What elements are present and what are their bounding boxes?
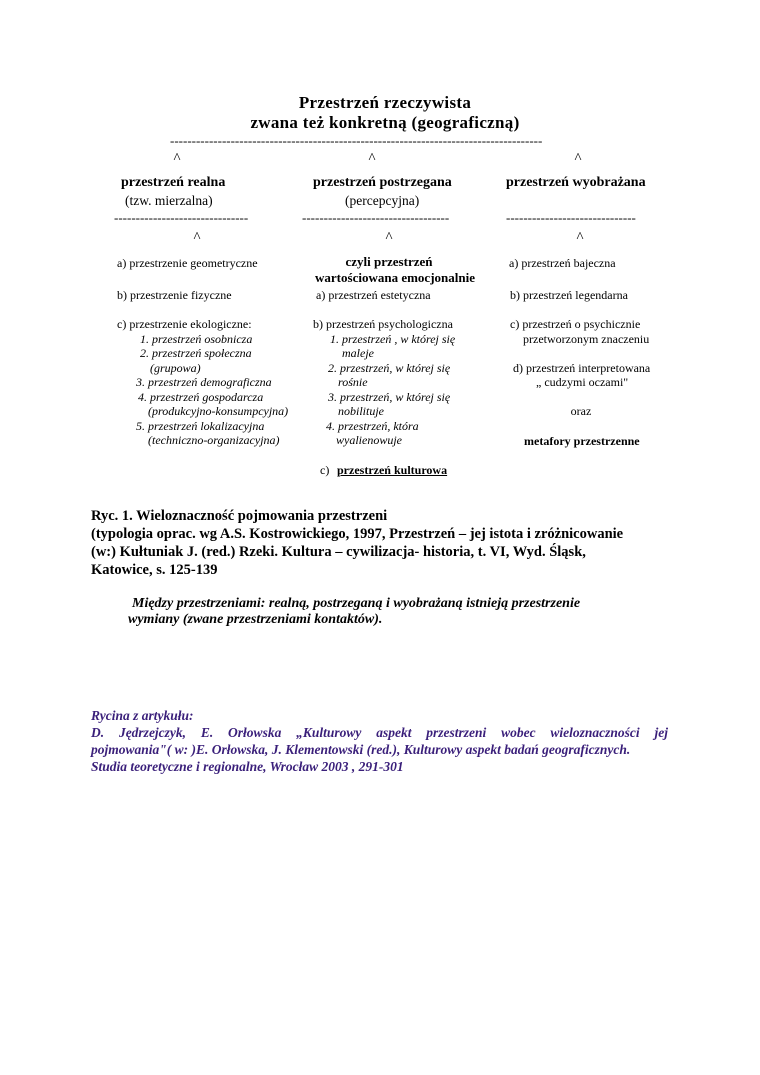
perceived-item-b3a: 3. przestrzeń, w której się bbox=[328, 390, 451, 404]
real-item-c4: 4. przestrzeń gospodarcza bbox=[138, 390, 264, 404]
divider-real: ------------------------------- bbox=[114, 210, 249, 225]
title-line-1: Przestrzeń rzeczywista bbox=[298, 93, 472, 112]
imagined-item-d2: „ cudzymi oczami" bbox=[536, 375, 629, 389]
perceived-item-c-label: c) bbox=[320, 463, 330, 477]
source-line-2: pojmowania"( w: )E. Orłowska, J. Klementowski (red.), Kulturowy aspekt badań geograficznych. bbox=[91, 742, 631, 757]
caret-up-icon: ^ bbox=[576, 230, 584, 246]
source-label: Rycina z artykułu: bbox=[91, 708, 194, 723]
perceived-czyli-2: wartościowana emocjonalnie bbox=[315, 270, 475, 285]
real-item-c2b: (grupowa) bbox=[150, 361, 201, 375]
real-item-c1: 1. przestrzeń osobnicza bbox=[140, 332, 253, 346]
divider-perceived: ---------------------------------- bbox=[302, 210, 450, 225]
real-item-c3: 3. przestrzeń demograficzna bbox=[136, 375, 272, 389]
caret-up-icon: ^ bbox=[368, 151, 376, 167]
perceived-item-b2b: rośnie bbox=[338, 375, 368, 389]
perceived-item-b2a: 2. przestrzeń, w której się bbox=[328, 361, 451, 375]
caption-line-1: Ryc. 1. Wieloznaczność pojmowania przestrzeni bbox=[91, 508, 388, 524]
real-item-c: c) przestrzenie ekologiczne: bbox=[117, 317, 252, 331]
caret-up-icon: ^ bbox=[193, 230, 201, 246]
perceived-item-b1a: 1. przestrzeń , w której się bbox=[330, 332, 456, 346]
caption-line-4: Katowice, s. 125-139 bbox=[91, 562, 218, 578]
title-line-2: zwana też konkretną (geograficzną) bbox=[250, 113, 520, 132]
caret-up-icon: ^ bbox=[385, 230, 393, 246]
source-line-1: D. Jędrzejczyk, E. Orłowska „Kulturowy aspekt przestrzeni wobec wieloznaczności jej bbox=[91, 725, 668, 740]
source-line-3: Studia teoretyczne i regionalne, Wrocław 2003 , 291-301 bbox=[91, 759, 404, 774]
real-item-a: a) przestrzenie geometryczne bbox=[117, 256, 258, 270]
perceived-item-b: b) przestrzeń psychologiczna bbox=[313, 317, 453, 331]
heading-imagined: przestrzeń wyobrażana bbox=[506, 175, 646, 190]
perceived-item-b1b: maleje bbox=[342, 346, 374, 360]
title-divider: -------------------------------------------------------------------------------------- bbox=[170, 133, 543, 148]
perceived-item-a: a) przestrzeń estetyczna bbox=[316, 288, 431, 302]
real-item-c2: 2. przestrzeń społeczna bbox=[140, 346, 252, 360]
perceived-item-b3b: nobilituje bbox=[338, 404, 384, 418]
real-item-c4b: (produkcyjno-konsumpcyjna) bbox=[148, 404, 289, 418]
heading-real: przestrzeń realna bbox=[121, 175, 226, 190]
imagined-item-a: a) przestrzeń bajeczna bbox=[509, 256, 616, 270]
perceived-item-b4b: wyalienowuje bbox=[336, 433, 402, 447]
note-line-1: Między przestrzeniami: realną, postrzeganą i wyobrażaną istnieją przestrzenie bbox=[132, 596, 581, 611]
real-item-c5: 5. przestrzeń lokalizacyjna bbox=[136, 419, 265, 433]
imagined-metafory: metafory przestrzenne bbox=[524, 434, 640, 448]
divider-imagined: ------------------------------ bbox=[506, 210, 636, 225]
imagined-item-d1: d) przestrzeń interpretowana bbox=[513, 361, 651, 375]
real-item-c5b: (techniczno-organizacyjna) bbox=[148, 433, 280, 447]
imagined-item-c2: przetworzonym znaczeniu bbox=[523, 332, 650, 346]
heading-perceived: przestrzeń postrzegana bbox=[313, 175, 452, 190]
perceived-item-b4a: 4. przestrzeń, która bbox=[326, 419, 419, 433]
caret-up-icon: ^ bbox=[173, 151, 181, 167]
imagined-oraz: oraz bbox=[570, 404, 592, 418]
sub-perceived: (percepcyjna) bbox=[345, 193, 420, 208]
sub-real: (tzw. mierzalna) bbox=[125, 193, 213, 208]
note-line-2: wymiany (zwane przestrzeniami kontaktów). bbox=[128, 612, 383, 627]
imagined-item-c1: c) przestrzeń o psychicznie bbox=[510, 317, 641, 331]
caret-up-icon: ^ bbox=[574, 151, 582, 167]
caption-line-2: (typologia oprac. wg A.S. Kostrowickiego, 1997, Przestrzeń – jej istota i zróżnicowanie bbox=[91, 526, 624, 542]
caption-line-3: (w:) Kułtuniak J. (red.) Rzeki. Kultura – cywilizacja- historia, t. VI, Wyd. Śląsk, bbox=[91, 544, 586, 560]
real-item-b: b) przestrzenie fizyczne bbox=[117, 288, 232, 302]
perceived-czyli-1: czyli przestrzeń bbox=[345, 254, 433, 269]
imagined-item-b: b) przestrzeń legendarna bbox=[510, 288, 628, 302]
perceived-item-c: przestrzeń kulturowa bbox=[337, 463, 448, 477]
